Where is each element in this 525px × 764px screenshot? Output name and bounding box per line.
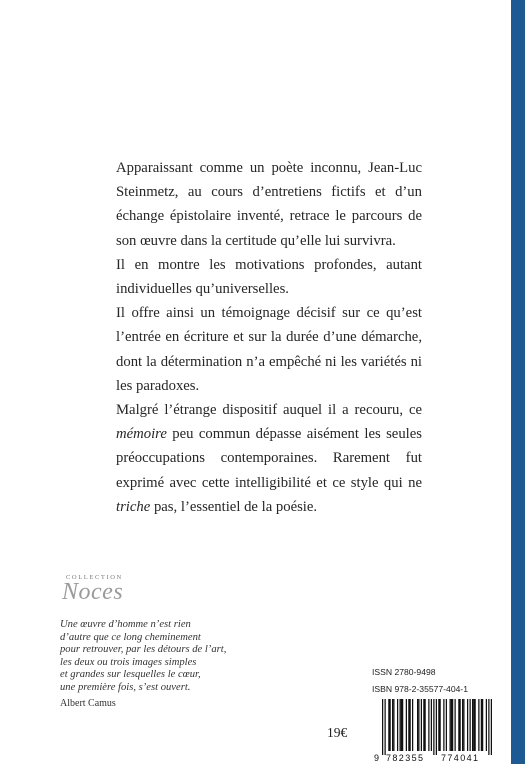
barcode-graphic	[372, 697, 504, 764]
barcode-bar	[423, 699, 424, 751]
barcode-bar	[385, 699, 386, 755]
barcode-bar	[482, 699, 483, 751]
barcode-bar	[436, 699, 437, 755]
collection-label: COLLECTION	[66, 574, 123, 581]
barcode-bar	[488, 699, 489, 755]
barcode-bar	[458, 699, 459, 751]
barcode-bar	[481, 699, 482, 751]
blurb-paragraph-4	[116, 398, 422, 519]
barcode-bar	[412, 699, 413, 751]
barcode-bar	[433, 699, 434, 755]
barcode-bar	[417, 699, 418, 751]
barcode-bar	[472, 699, 473, 751]
barcode-bar	[418, 699, 419, 751]
barcode-bar	[382, 699, 383, 755]
blurb-paragraph-2: Il en montre les motivations profondes, autant individuelles qu’universelles.	[116, 256, 422, 298]
cover-spine-stripe	[511, 0, 525, 764]
quote-line: pour retrouver, par les détours de l’art,	[60, 644, 227, 656]
blurb-p4-italic-memoire: mémoire	[116, 426, 167, 443]
collection-logo	[62, 574, 123, 606]
barcode-bar	[390, 699, 391, 751]
barcode-bar	[428, 699, 429, 751]
price-label: 19€	[327, 725, 348, 740]
quote-line: Une œuvre d’homme n’est rien	[60, 619, 191, 630]
barcode-bar	[388, 699, 389, 751]
isbn-number: ISBN 978-2-35577-404-1	[372, 684, 469, 694]
barcode-bar	[478, 699, 479, 751]
barcode-digits-left: 782355	[386, 753, 425, 763]
barcode-bar	[392, 699, 393, 751]
quote-line: d’autre que ce long cheminement	[60, 631, 201, 643]
blurb-p4-text-c: pas, l’essentiel de la poésie.	[150, 498, 318, 515]
barcode-bar	[450, 699, 451, 751]
collection-name: Noces	[62, 579, 124, 605]
quote-line: une première fois, s’est ouvert.	[60, 681, 191, 693]
barcode-bar	[486, 699, 487, 751]
barcode-bar	[425, 699, 426, 751]
barcode-bar	[421, 699, 422, 751]
barcode-bar	[406, 699, 407, 751]
barcode-bar	[438, 699, 439, 751]
barcode-bar	[440, 699, 441, 751]
barcode-bar	[451, 699, 452, 751]
barcode-bar	[462, 699, 463, 751]
blurb-p4-text-a: Malgré l’étrange dispositif auquel il a recouru, ce	[116, 402, 422, 419]
back-cover-blurb	[116, 156, 422, 519]
blurb-paragraph-1: Apparaissant comme un poète inconnu, Jean-Luc Steinmetz, au cours d’entretiens fictifs et d’un échange épistolaire inventé, retrace le parcours de son œuvre dans la certitude qu’elle lui survivra.	[116, 160, 422, 249]
barcode-bar	[443, 699, 444, 751]
barcode-bar	[410, 699, 411, 751]
barcode-bar	[400, 699, 401, 751]
quote-line: et grandes sur lesquelles le cœur,	[60, 669, 201, 681]
quote-line: les deux ou trois images simples	[60, 656, 197, 668]
barcode-bar	[401, 699, 402, 751]
blurb-p4-text-b: peu commun dépasse aisément les seules préoccupations contemporaines. Rarement fut exprimé avec cette intelligibilité et ce style qui ne	[116, 426, 422, 491]
barcode-bar	[431, 699, 432, 751]
barcode-bar	[491, 699, 492, 755]
epigraph-quote	[60, 619, 260, 709]
barcode-bar	[455, 699, 456, 751]
barcode-bar	[402, 699, 403, 751]
barcode-bar	[408, 699, 409, 751]
issn-number: ISSN 2780-9498	[372, 667, 436, 677]
blurb-p4-italic-triche: triche	[116, 498, 151, 515]
barcode-bar	[463, 699, 464, 751]
quote-author: Albert Camus	[60, 697, 116, 709]
barcode-bar	[473, 699, 474, 751]
barcode-bar	[467, 699, 468, 751]
barcode-bar	[397, 699, 398, 751]
barcode-bars	[382, 699, 492, 755]
barcode-digit-first: 9	[374, 753, 380, 763]
barcode-digits-right: 774041	[441, 753, 480, 763]
barcode-bar	[460, 699, 461, 751]
barcode-bar	[475, 699, 476, 751]
barcode-bar	[470, 699, 471, 751]
barcode-bar	[446, 699, 447, 751]
blurb-paragraph-3: Il offre ainsi un témoignage décisif sur ce qu’est l’entrée en écriture et sur la durée d’une démarche, dont la détermination n’a empêché ni les variétés ni les paradoxes.	[116, 305, 422, 394]
barcode	[372, 697, 504, 764]
barcode-bar	[393, 699, 394, 751]
barcode-bar	[452, 699, 453, 751]
